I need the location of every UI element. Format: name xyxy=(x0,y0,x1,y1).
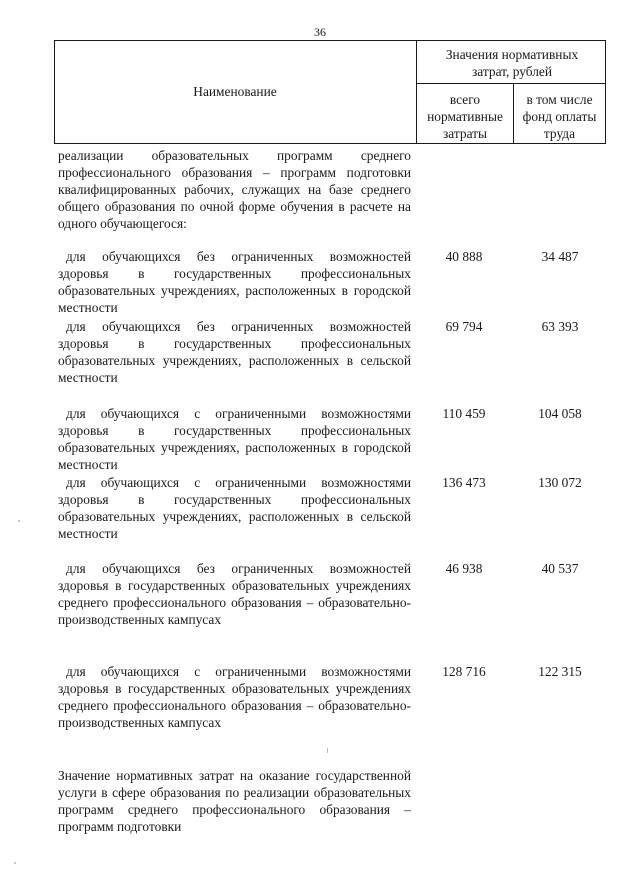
row-label: для обучающихся с ограниченными возможностями здоровья в государственных профессиональных образовательных учреждениях, расположенных в городской местности xyxy=(58,406,411,472)
row-label: для обучающихся без ограниченных возможностей здоровья в государственных образовательных учреждениях среднего профессионального образования – образовательно-производственных кампусах xyxy=(58,561,411,627)
row-total: 69 794 xyxy=(445,319,483,334)
table-row xyxy=(58,248,411,316)
header-wage-col: в том числе фонд оплаты труда xyxy=(522,92,597,141)
row-label: для обучающихся без ограниченных возможностей здоровья в государственных профессиональных образовательных учреждениях, расположенных в городской местности xyxy=(58,249,411,315)
scan-speck xyxy=(14,862,16,864)
row-label: для обучающихся с ограниченными возможностями здоровья в государственных образовательных учреждениях среднего профессионального образования – образовательно-производственных кампусах xyxy=(58,664,411,730)
row-wage: 122 315 xyxy=(538,664,582,679)
row-label: для обучающихся с ограниченными возможностями здоровья в государственных профессиональных образовательных учреждениях, расположенных в сельской местности xyxy=(58,475,411,541)
row-total: 46 938 xyxy=(445,561,483,576)
table-row xyxy=(58,560,411,628)
intro-text: реализации образовательных программ среднего профессионального образования – программ подготовки квалифицированных рабочих, служащих на базе среднего общего образования по очной форме обучения в расчете на одного обучающегося: xyxy=(58,148,411,231)
header-right-border xyxy=(605,40,606,144)
header-bottom-border xyxy=(54,143,606,144)
scan-speck xyxy=(327,748,328,753)
closing-text: Значение нормативных затрат на оказание государственной услуги в сфере образования по реализации образовательных программ среднего профессионального образования – программ подготовки xyxy=(58,768,411,834)
scan-speck xyxy=(18,520,20,522)
row-total: 40 888 xyxy=(445,249,483,264)
row-total: 128 716 xyxy=(442,664,486,679)
closing-paragraph xyxy=(58,767,411,835)
row-wage: 40 537 xyxy=(541,561,579,576)
row-total: 110 459 xyxy=(442,406,486,421)
row-total: 136 473 xyxy=(442,475,486,490)
header-name-col: Наименование xyxy=(193,84,277,99)
table-row xyxy=(58,663,411,731)
table-row xyxy=(58,405,411,473)
table-row xyxy=(58,474,411,542)
page-number: 36 xyxy=(314,25,326,39)
header-top-border xyxy=(54,40,606,41)
row-label: для обучающихся без ограниченных возможностей здоровья в государственных профессиональных образовательных учреждениях, расположенных в сельской местности xyxy=(58,319,411,385)
header-total-col: всего нормативные затраты xyxy=(427,92,503,141)
intro-paragraph xyxy=(58,147,411,232)
row-wage: 63 393 xyxy=(541,319,579,334)
header-values-group: Значения нормативных затрат, рублей xyxy=(445,47,579,79)
row-wage: 34 487 xyxy=(541,249,579,264)
row-wage: 104 058 xyxy=(538,406,582,421)
row-wage: 130 072 xyxy=(538,475,582,490)
table-row xyxy=(58,318,411,386)
header-mid-border xyxy=(416,83,606,84)
table-header xyxy=(54,40,606,144)
